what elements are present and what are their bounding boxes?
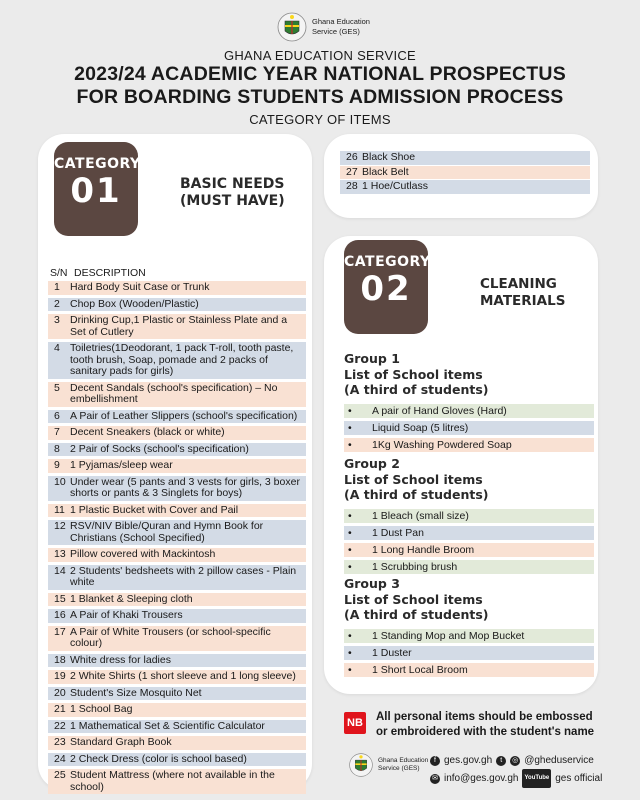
badge-number: 02 <box>360 269 412 309</box>
cleaning-group-3 <box>344 576 594 680</box>
row-description: A Pair of Khaki Trousers <box>70 609 183 621</box>
table-row <box>48 736 306 750</box>
table-row <box>48 687 306 701</box>
row-sn: 19 <box>54 670 66 682</box>
row-sn: 14 <box>54 564 66 577</box>
row-sn: 12 <box>54 520 66 532</box>
row-description: Decent Sandals (school's specification) – No embellishment <box>70 381 278 405</box>
group-title-line: (A third of students) <box>344 607 489 622</box>
list-item <box>344 629 594 643</box>
subtitle: CATEGORY OF ITEMS <box>249 112 391 127</box>
table-row <box>48 670 306 684</box>
row-sn: 16 <box>54 609 66 621</box>
row-sn: 25 <box>54 769 66 781</box>
row-description: RSV/NIV Bible/Quran and Hymn Book for Christians (School Specified) <box>70 520 264 544</box>
row-description: 1 Blanket & Sleeping cloth <box>70 592 193 605</box>
bullet-icon: • <box>348 543 352 556</box>
item-text: A pair of Hand Gloves (Hard) <box>372 404 507 417</box>
row-description: Student Mattress (where not available in the school) <box>70 769 275 793</box>
youtube-icon: YouTube <box>522 769 551 788</box>
item-text: 1 Bleach (small size) <box>372 509 469 522</box>
table-row <box>48 298 306 312</box>
row-sn: 3 <box>54 314 60 326</box>
row-sn: 6 <box>54 409 60 422</box>
row-description: 2 Students' bedsheets with 2 pillow cases - Plain white <box>70 564 297 588</box>
footer-email[interactable]: info@ges.gov.gh <box>444 773 519 784</box>
bullet-icon: • <box>348 560 352 573</box>
footer-logo-line2: Service (GES) <box>378 765 420 772</box>
category1-badge <box>54 142 141 236</box>
group-title-line: (A third of students) <box>344 382 489 397</box>
list-item <box>344 438 594 452</box>
row-description: Chop Box (Wooden/Plastic) <box>70 297 199 310</box>
row-sn: 21 <box>54 703 66 715</box>
row-description: Pillow covered with Mackintosh <box>70 548 216 560</box>
category2-badge <box>344 240 431 334</box>
group-title <box>344 351 594 398</box>
row-sn: 27 <box>346 165 358 178</box>
bullet-icon: • <box>348 526 352 539</box>
row-description: Hard Body Suit Case or Trunk <box>70 281 210 293</box>
nb-note <box>344 710 606 740</box>
category2-title-line2: MATERIALS <box>480 293 566 309</box>
row-sn: 8 <box>54 442 60 455</box>
row-description: 1 School Bag <box>70 703 133 715</box>
group-title-line: List of School items <box>344 591 483 607</box>
bullet-icon: • <box>348 646 352 659</box>
item-text: 1 Short Local Broom <box>372 663 468 676</box>
group-title <box>344 456 594 503</box>
table-row <box>48 382 306 407</box>
row-description: 1 Hoe/Cutlass <box>362 180 428 192</box>
row-sn: 23 <box>54 736 66 748</box>
row-description: Standard Graph Book <box>70 736 172 748</box>
badge-label: CATEGORY <box>344 254 431 270</box>
item-text: 1 Long Handle Broom <box>372 543 475 556</box>
cleaning-group-2 <box>344 456 594 577</box>
group-title-line: List of School items <box>344 471 483 487</box>
list-item <box>344 543 594 557</box>
row-description: 1 Pyjamas/sleep wear <box>70 459 173 471</box>
group-title-line: Group 2 <box>344 456 400 471</box>
group-title-line: List of School items <box>344 366 483 382</box>
category1-title-line2: (MUST HAVE) <box>180 193 285 209</box>
row-description: Black Belt <box>362 165 409 178</box>
item-text: 1 Dust Pan <box>372 526 424 539</box>
group-title-line: Group 1 <box>344 351 400 366</box>
table-row <box>48 426 306 440</box>
row-sn: 28 <box>346 180 358 192</box>
row-description: 2 Check Dress (color is school based) <box>70 752 247 765</box>
table-row <box>48 281 306 295</box>
category2-title <box>480 276 565 310</box>
title-line2: FOR BOARDING STUDENTS ADMISSION PROCESS <box>76 86 564 108</box>
list-item <box>344 663 594 677</box>
row-sn: 17 <box>54 625 66 638</box>
table-row <box>340 151 590 165</box>
list-item <box>344 646 594 660</box>
table-row <box>48 703 306 717</box>
table-row <box>48 342 306 379</box>
col-description: DESCRIPTION <box>74 267 146 279</box>
badge-number: 01 <box>70 171 122 211</box>
table-row <box>48 565 306 590</box>
row-sn: 10 <box>54 475 66 488</box>
list-item <box>344 509 594 523</box>
footer-social-handle[interactable]: @gheduservice <box>524 755 594 766</box>
facebook-icon: f <box>430 756 440 766</box>
table-row <box>48 459 306 473</box>
bullet-icon: • <box>348 509 352 522</box>
item-text: Liquid Soap (5 litres) <box>372 421 469 434</box>
table-row <box>48 410 306 424</box>
table-row <box>48 476 306 501</box>
group-items <box>344 509 594 574</box>
title-line1: 2023/24 ACADEMIC YEAR NATIONAL PROSPECTUS <box>74 63 566 85</box>
list-item <box>344 404 594 418</box>
bullet-icon: • <box>348 421 352 434</box>
group-title-line: (A third of students) <box>344 487 489 502</box>
table-row <box>48 504 306 518</box>
table-row <box>48 443 306 457</box>
category2-title-line1: CLEANING <box>480 276 557 292</box>
footer-website[interactable]: ges.gov.gh <box>444 755 493 766</box>
table-row <box>48 753 306 767</box>
row-description: 1 Mathematical Set & Scientific Calculator <box>70 719 265 732</box>
bullet-icon: • <box>348 404 352 417</box>
table-row <box>48 609 306 623</box>
row-sn: 1 <box>54 281 60 293</box>
table-row <box>48 548 306 562</box>
nb-badge: NB <box>344 712 366 734</box>
row-sn: 2 <box>54 297 60 310</box>
col-sn: S/N <box>50 267 68 279</box>
row-description: Student's Size Mosquito Net <box>70 686 202 699</box>
row-description: Under wear (5 pants and 3 vests for girls, 3 boxer shorts or pants & 3 Singlets for boys) <box>70 475 300 499</box>
category1-title <box>180 176 285 210</box>
row-sn: 5 <box>54 381 60 394</box>
table-row <box>48 626 306 651</box>
item-text: 1 Standing Mop and Mop Bucket <box>372 629 525 642</box>
table-row <box>340 180 590 194</box>
row-description: 2 Pair of Socks (school's specification) <box>70 442 249 455</box>
table-header <box>50 267 146 279</box>
row-description: Drinking Cup,1 Plastic or Stainless Plate and a Set of Cutlery <box>70 314 288 338</box>
instagram-icon: ◎ <box>512 757 519 764</box>
row-sn: 13 <box>54 548 66 560</box>
group-title-line: Group 3 <box>344 576 400 591</box>
table-row <box>340 166 590 180</box>
row-description: Toiletries(1Deodorant, 1 pack T-roll, tooth paste, tooth brush, Soap, pomade and 2 packs of sanitary pads for girls) <box>70 342 294 377</box>
email-icon: ✉ <box>430 774 440 784</box>
group-items <box>344 629 594 677</box>
table-row <box>48 769 306 794</box>
row-description: 1 Plastic Bucket with Cover and Pail <box>70 503 239 516</box>
ghana-coat-of-arms-icon <box>276 11 308 43</box>
footer-logo <box>348 752 428 778</box>
twitter-icon: t <box>496 756 506 766</box>
org-name: GHANA EDUCATION SERVICE <box>223 48 417 63</box>
item-text: 1 Duster <box>372 646 412 659</box>
page-header <box>0 48 640 127</box>
row-sn: 18 <box>54 653 66 666</box>
list-item <box>344 421 594 435</box>
cleaning-group-1 <box>344 351 594 455</box>
row-sn: 22 <box>54 719 66 732</box>
item-text: 1 Scrubbing brush <box>372 560 458 573</box>
row-sn: 26 <box>346 151 358 163</box>
group-items <box>344 404 594 452</box>
row-description: Black Shoe <box>362 151 416 163</box>
item-text: 1Kg Washing Powdered Soap <box>372 438 512 451</box>
footer-logo-line1: Ghana Education <box>378 757 429 764</box>
category1-title-line1: BASIC NEEDS <box>180 176 285 192</box>
badge-label: CATEGORY <box>54 156 141 172</box>
row-sn: 24 <box>54 752 66 765</box>
ghana-coat-of-arms-icon <box>348 752 374 778</box>
table-row <box>48 654 306 668</box>
row-sn: 4 <box>54 342 60 354</box>
bullet-icon: • <box>348 629 352 642</box>
logo-text-line2: Service (GES) <box>312 27 360 36</box>
list-item <box>344 526 594 540</box>
footer-youtube[interactable]: ges official <box>555 773 603 784</box>
list-item <box>344 560 594 574</box>
bullet-icon: • <box>348 438 352 451</box>
row-sn: 20 <box>54 686 66 699</box>
footer-links <box>430 752 602 788</box>
table-row <box>48 520 306 545</box>
row-sn: 9 <box>54 459 60 471</box>
table-row <box>48 314 306 339</box>
ges-logo <box>276 10 376 44</box>
nb-text: All personal items should be embossed or embroidered with the student's name <box>376 711 595 738</box>
table-row <box>48 720 306 734</box>
row-sn: 15 <box>54 592 66 605</box>
table-row <box>48 593 306 607</box>
category1-items-cont-list <box>340 151 590 195</box>
logo-text-line1: Ghana Education <box>312 17 370 26</box>
row-description: 2 White Shirts (1 short sleeve and 1 long sleeve) <box>70 670 296 682</box>
row-description: White dress for ladies <box>70 653 171 666</box>
row-sn: 11 <box>54 503 65 516</box>
category1-items-list <box>48 281 306 797</box>
group-title <box>344 576 594 623</box>
row-description: Decent Sneakers (black or white) <box>70 426 225 438</box>
row-description: A Pair of White Trousers (or school-specific colour) <box>70 625 271 649</box>
bullet-icon: • <box>348 663 352 676</box>
row-sn: 7 <box>54 426 60 438</box>
row-description: A Pair of Leather Slippers (school's specification) <box>70 409 298 422</box>
